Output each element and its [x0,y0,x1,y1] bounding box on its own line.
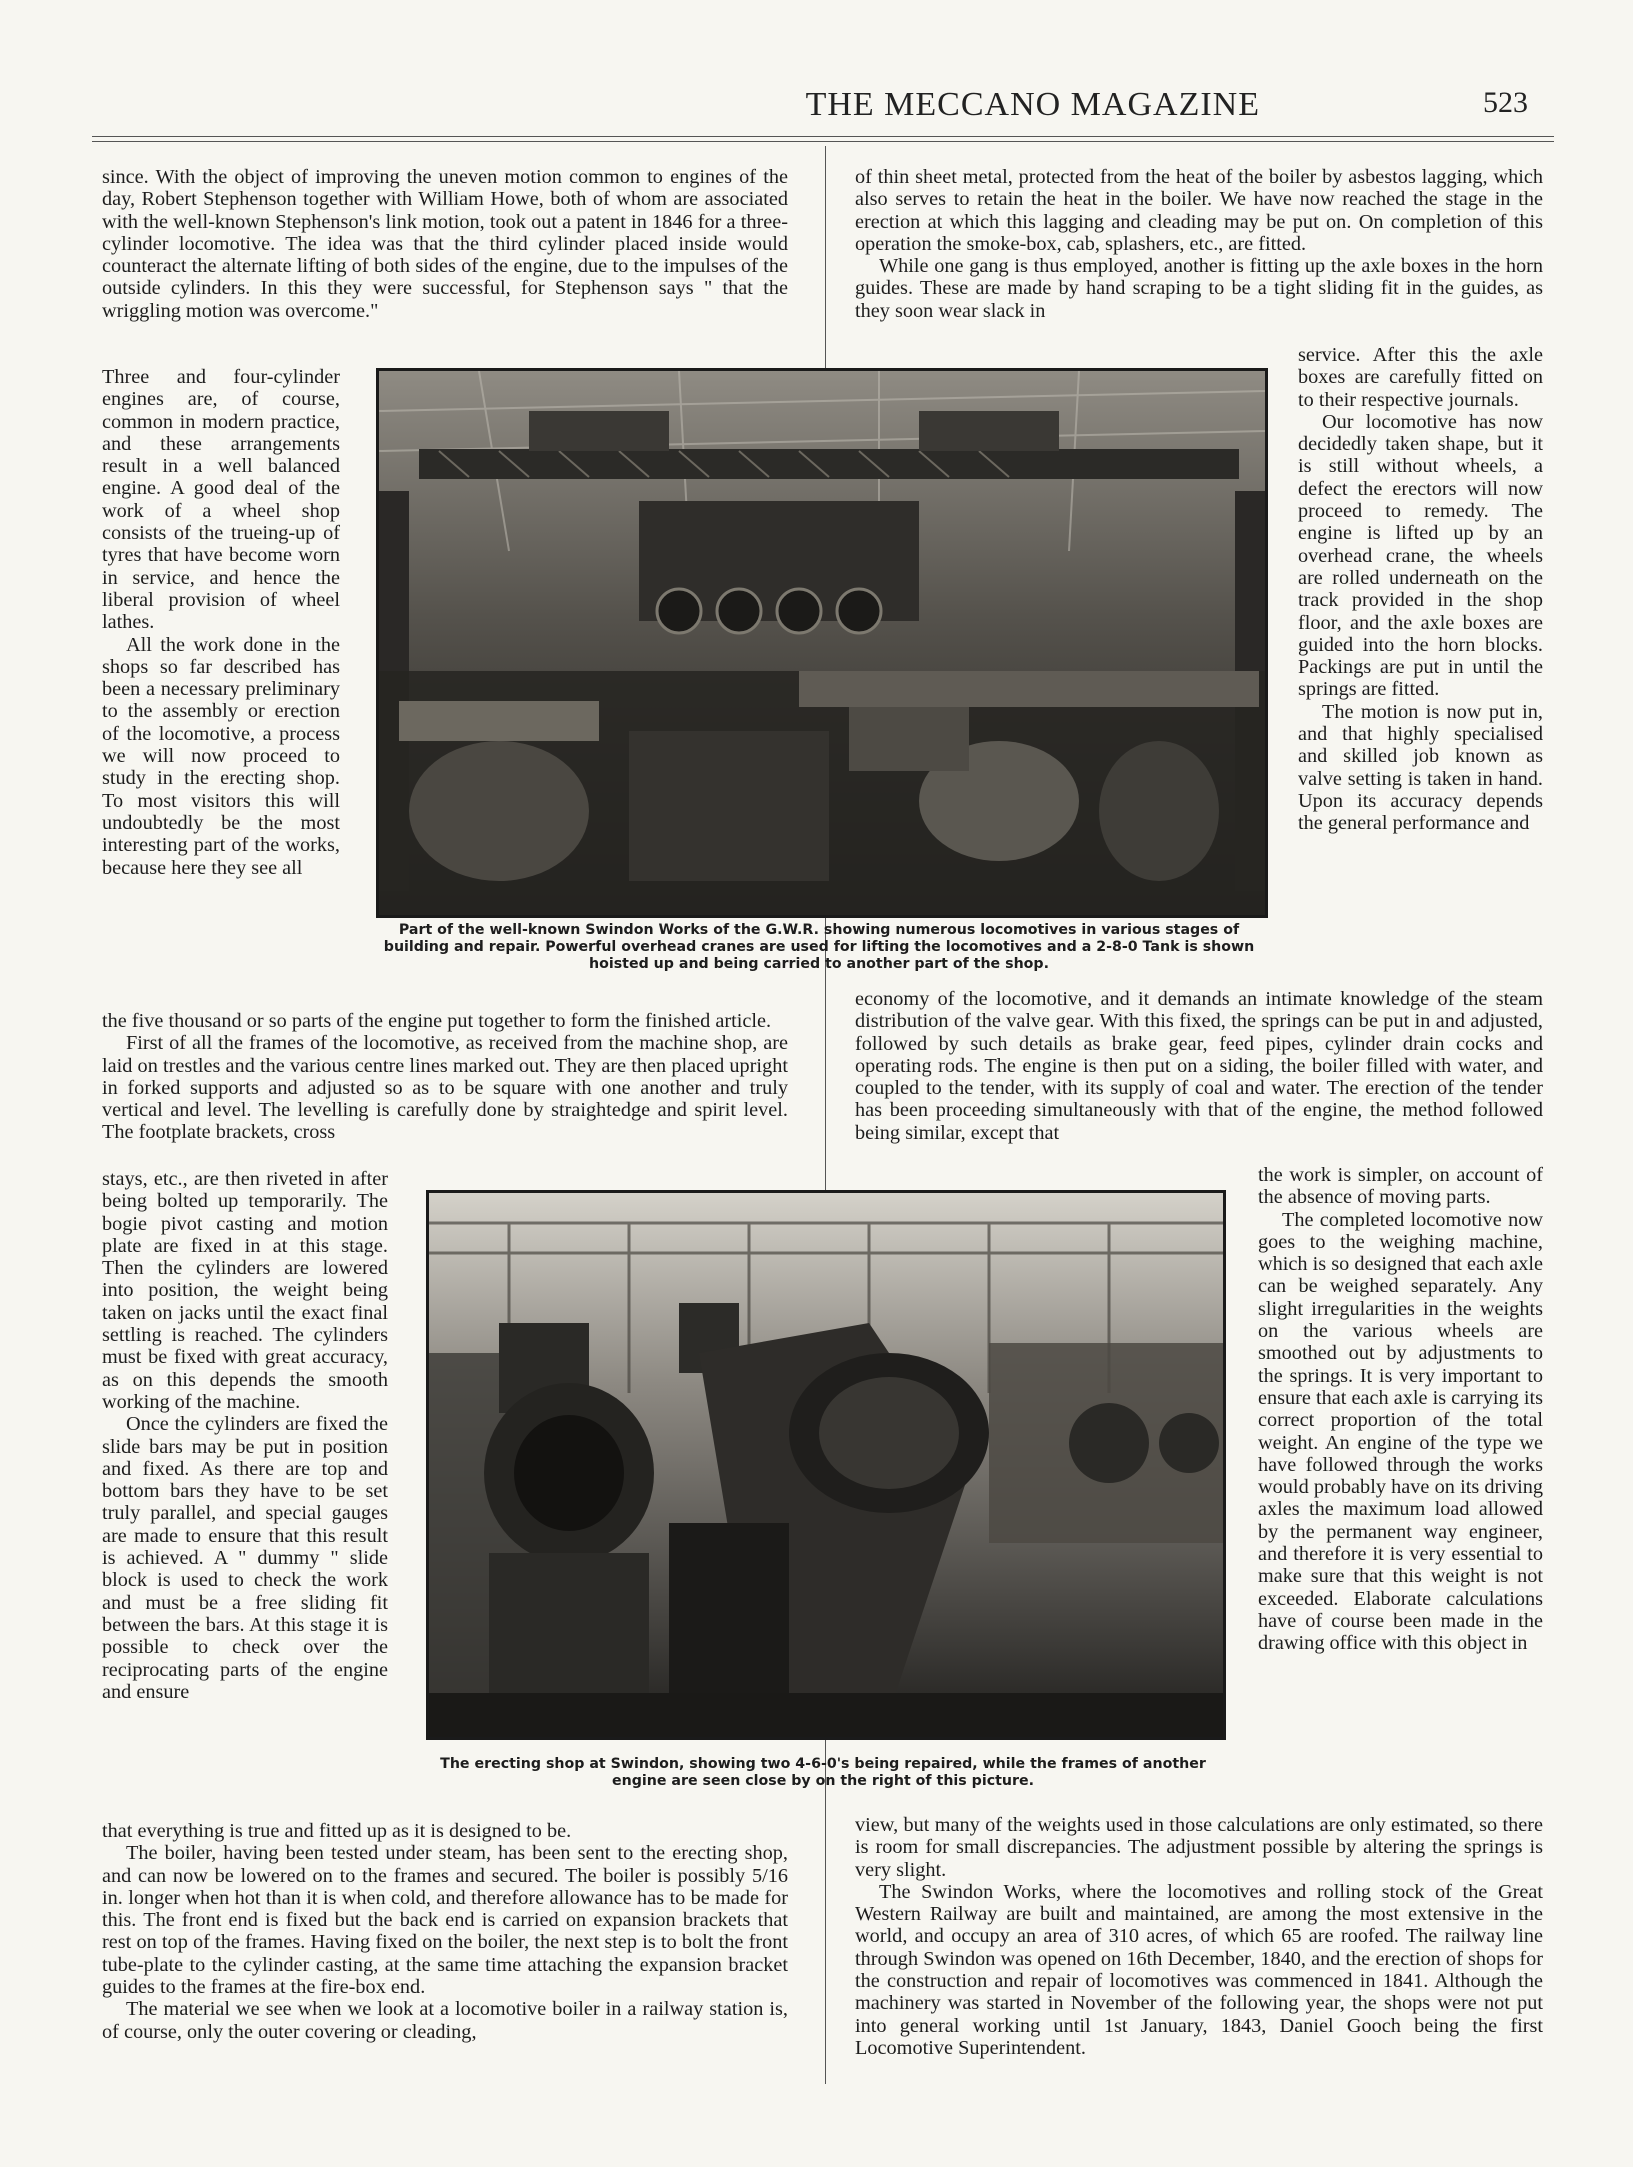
swindon-works-crane-photo [376,368,1268,918]
header-rule [92,141,1554,142]
left-column-bottom [102,1820,788,2080]
paragraph: All the work done in the shops so far described has been a necessary preliminary to the assembly or erection of the locomotive, a process we will now proceed to study in the erecting shop. To most visitors this will undoubtedly be the most interesting part of the works, because here they see all [102,633,340,879]
header-rule [92,136,1554,137]
paragraph: First of all the frames of the locomotive, as received from the machine shop, are laid on trestles and the various centre lines marked out. They are then placed upright in forked supports and adjusted so as to be square with one another and truly vertical and level. The levelling is carefully done by straightedge and spirit level. The footplate brackets, cross [102,1032,788,1144]
paragraph: The motion is now put in, and that highly specialised and skilled job known as valve setting is taken in hand. Upon its accuracy depends the general performance and [1298,700,1543,835]
paragraph: since. With the object of improving the uneven motion common to engines of the day, Robert Stephenson together with William Howe, both of whom are associated with the well-known Stephenson's link motion, took out a patent in 1846 for a three-cylinder locomotive. The idea was that the third cylinder placed inside would counteract the alternate lifting of both sides of the engine, due to the impulses of the outside cylinders. In this they were successful, for Stephenson says " that the wriggling motion was overcome." [102,166,788,322]
left-column-narrow [102,366,340,1024]
right-column-top [855,166,1543,346]
right-column-bottom [855,1814,1543,2084]
paragraph: Once the cylinders are fixed the slide bars may be put in position and fixed. As there are top and bottom bars they have to be set truly parallel, and special gauges are made to ensure that this result is achieved. A " dummy " slide block is used to check the work and must be a free sliding fit between the bars. At this stage it is possible to check over the reciprocating parts of the engine and ensure [102,1413,388,1703]
right-column-middle [855,988,1543,1168]
right-column-narrow [1298,344,1543,992]
figure-caption: The erecting shop at Swindon, showing two 4-6-0's being repaired, while the frames of another engine are seen close by on the right of this picture. [440,1756,1206,1789]
paragraph: While one gang is thus employed, another is fitting up the axle boxes in the horn guides. These are made by hand scraping to be a tight sliding fit in the guides, as they soon wear slack in [855,255,1543,322]
crane-photo-illustration [379,371,1265,915]
paragraph: The material we see when we look at a locomotive boiler in a railway station is, of course, only the outer covering or cleading, [102,1998,788,2043]
paragraph: economy of the locomotive, and it demands an intimate knowledge of the steam distribution of the valve gear. With this fixed, the springs can be put in and adjusted, followed by such details as brake gear, feed pipes, cylinder drain cocks and operating rods. The engine is then put on a siding, the boiler filled with water, and coupled to the tender, with its supply of coal and water. The erection of the tender has been proceeding simultaneously with that of the engine, the method followed being similar, except that [855,988,1543,1144]
page-number: 523 [1483,86,1528,119]
erecting-shop-photo [426,1190,1226,1740]
paragraph: service. After this the axle boxes are carefully fitted on to their respective journals. [1298,344,1543,411]
left-column-middle [102,1010,788,1168]
paragraph: the five thousand or so parts of the engine put together to form the finished article. [102,1010,772,1032]
paragraph: Our locomotive has now decidedly taken shape, but it is still without wheels, a defect the erectors will now proceed to remedy. The engine is lifted up by an overhead crane, the wheels are rolled underneath on the track provided in the shop floor, and the axle boxes are guided into the horn blocks. Packings are put in until the springs are fitted. [1298,410,1543,701]
paragraph: the work is simpler, on account of the absence of moving parts. [1258,1164,1543,1209]
paragraph: of thin sheet metal, protected from the heat of the boiler by asbestos lagging, which also serves to retain the heat in the boiler. We have now reached the stage in the erection at which this lagging and cleading may be put on. On completion of this operation the smoke-box, cab, splashers, etc., are fitted. [855,166,1543,255]
paragraph: stays, etc., are then riveted in after being bolted up temporarily. The bogie pivot casting and motion plate are fixed in at this stage. Then the cylinders are lowered into position, the weight being taken on jacks until the exact final settling is reached. The cylinders must be fixed with great accuracy, as on this depends the smooth working of the machine. [102,1168,388,1413]
paragraph: The boiler, having been tested under steam, has been sent to the erecting shop, and can now be lowered on to the frames and secured. The boiler is possibly 5/16 in. longer when hot than it is when cold, and therefore allowance has to be made for this. The front end is fixed but the back end is carried on expansion brackets that rest on top of the frames. Having fixed on the boiler, the next step is to bolt the front tube-plate to the cylinder casting, at the same time attaching the expansion bracket guides to the frames at the fire-box end. [102,1842,788,1999]
paragraph: The completed locomotive now goes to the weighing machine, which is so designed that each axle can be weighed separately. Any slight irregularities in the weights on the various wheels are smoothed out by adjustments to the springs. It is very important to ensure that each axle is carrying its correct proportion of the total weight. An engine of the type we have followed through the works would probably have on its driving axles the maximum load allowed by the permanent way engineer, and therefore it is very essential to make sure that this weight is not exceeded. Elaborate calculations have of course been made in the drawing office with this object in [1258,1208,1543,1655]
erecting-shop-illustration [429,1193,1223,1737]
magazine-title: THE MECCANO MAGAZINE [805,86,1260,123]
left-column-narrow-lower [102,1168,388,1828]
paragraph: The Swindon Works, where the locomotives and rolling stock of the Great Western Railway are built and maintained, are among the most extensive in the world, and occupy an area of 310 acres, of which 65 are roofed. The railway line through Swindon was opened on 16th December, 1840, and the erection of shops for the construction and repair of locomotives was commenced in 1841. Although the machinery was started in November of the following year, the shops were not put into general working until 1st January, 1843, Daniel Gooch being the first Locomotive Superintendent. [855,1880,1543,2059]
paragraph: view, but many of the weights used in those calculations are only estimated, so there is room for small discrepancies. The adjustment possible by altering the springs is very slight. [855,1814,1543,1881]
right-column-narrow-lower [1258,1164,1543,1814]
figure-caption: Part of the well-known Swindon Works of the G.W.R. showing numerous locomotives in various stages of building and repair. Powerful overhead cranes are used for lifting the locomotives and a 2-8-0 Tank is shown hoisted up and being carried to another part of the shop. [383,922,1255,972]
paragraph: that everything is true and fitted up as it is designed to be. [102,1820,572,1842]
left-column-top [102,166,788,366]
paragraph: Three and four-cylinder engines are, of course, common in modern practice, and these arrangements result in a well balanced engine. A good deal of the work of a wheel shop consists of the trueing-up of tyres that have become worn in service, and hence the liberal provision of wheel lathes. [102,366,340,634]
